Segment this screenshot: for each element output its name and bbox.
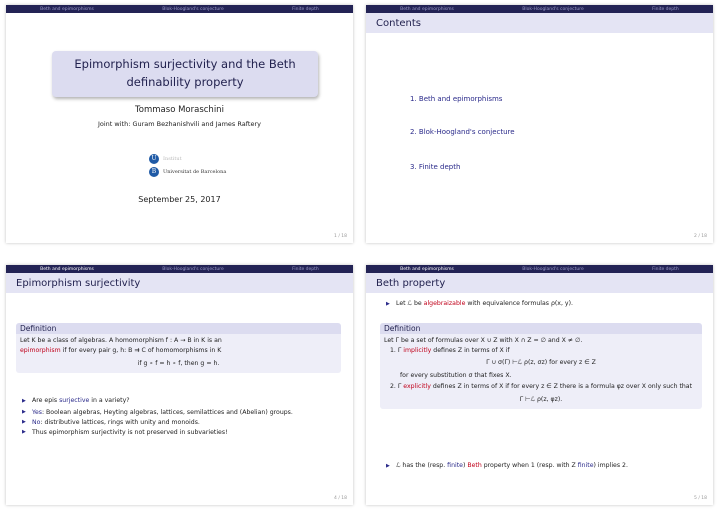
bullet-highlight: Yes [32,408,42,416]
nav-section-beth[interactable]: Beth and epimorphisms [400,6,454,12]
item-text: 2. Γ [390,383,404,391]
term-implicitly: implicitly [403,346,432,354]
bullet-text: Are epis [32,397,60,404]
definition-line: Let K be a class of algebras. A homomorphism f : A → B in K is an [20,337,222,344]
definition-item-2 [384,380,698,392]
bullet-item [22,396,342,406]
logo-institut-text: Institut [163,155,182,162]
frame-title: Epimorphism surjectivity [6,273,353,293]
navbar [366,5,713,13]
definition-text: if for every pair g, h: B ⇉ C of homomorphisms in K [60,346,222,354]
term-epimorphism: epimorphism [20,346,61,354]
frame-title: Contents [366,13,713,33]
item-text: 1. Γ [390,346,404,354]
nav-section-beth[interactable]: Beth and epimorphisms [40,266,94,272]
conclusion-bullet [386,461,704,471]
presentation-title: Epimorphism surjectivity and the Beth definability property [52,51,318,97]
term-beth: Beth [467,462,482,469]
definition-body [16,334,341,373]
page-number: 2 / 18 [694,234,707,239]
term-finite: finite [577,462,594,469]
nav-section-blok[interactable]: Blok-Hoogland's conjecture [522,6,584,12]
navbar [6,265,353,273]
definition-line: for every substitution σ that fixes X. [400,371,512,379]
definition-body [380,334,702,409]
bullet-item [386,461,704,471]
explicit-formula: Γ ⊢ℒ ρ(z, φz). [519,396,563,404]
nav-section-finite[interactable]: Finite depth [652,266,679,272]
page-number: 5 / 18 [694,496,707,501]
nav-section-finite[interactable]: Finite depth [652,6,679,12]
presentation-date: September 25, 2017 [138,195,221,204]
item-text: defines Z in terms of X if [431,346,510,354]
bullet-text: ) implies 2. [593,462,628,469]
navbar [366,265,713,273]
logo-university-text: Universitat de Barcelona [163,168,227,175]
slide-contents[interactable] [366,5,713,243]
bullet-highlight: surjective [59,397,90,404]
item-text: defines Z in terms of X if for every z ∈ Z there is a formula φz over X only such that [430,383,693,391]
navbar [6,5,353,13]
nav-section-beth[interactable]: Beth and epimorphisms [400,266,454,272]
definition-title: Definition [16,323,341,334]
slide-epimorphism[interactable] [6,265,353,505]
definition-block [380,323,702,409]
bullet-item [22,408,342,418]
bullet-item [386,299,706,309]
bullet-text: property when 1 (resp. with Z [481,462,578,469]
definition-condition: if g ∘ f = h ∘ f, then g = h. [137,360,220,368]
definition-line [20,346,337,356]
page-number: 1 / 18 [334,234,347,239]
university-logo [149,152,239,180]
term-algebraizable: algebraizable [423,300,466,307]
nav-section-blok[interactable]: Blok-Hoogland's conjecture [162,6,224,12]
bullet-item [22,418,342,428]
toc-item-beth[interactable]: 1. Beth and epimorphisms [410,95,503,103]
nav-section-blok[interactable]: Blok-Hoogland's conjecture [522,266,584,272]
toc-item-finite[interactable]: 3. Finite depth [410,163,461,171]
logo-u-icon: U [149,154,159,164]
intro-bullet [386,299,706,309]
bullet-text: : distributive lattices, rings with unity and monoids. [40,418,200,426]
nav-section-finite[interactable]: Finite depth [292,6,319,12]
bullet-highlight: No [32,418,41,426]
bullet-item: ▶ Thus epimorphism surjectivity is not preserved in subvarieties! [22,428,342,438]
bullet-text: : Boolean algebras, Heyting algebras, lattices, semilattices and (Abelian) groups. [42,408,293,416]
nav-section-beth[interactable]: Beth and epimorphisms [40,6,94,12]
term-explicitly: explicitly [403,383,431,391]
bullet-text: in a variety? [89,397,130,404]
bullet-text: ) [462,462,468,469]
frame-title: Beth property [366,273,713,293]
author-name: Tommaso Moraschini [135,105,224,115]
slide-title[interactable] [6,5,353,243]
bullet-text: ℒ has the (resp. [396,462,448,469]
nav-section-blok[interactable]: Blok-Hoogland's conjecture [162,266,224,272]
toc-item-blok[interactable]: 2. Blok-Hoogland's conjecture [410,128,515,136]
definition-title: Definition [380,323,702,334]
logo-b-icon: B [149,167,159,177]
implicit-formula: Γ ∪ σ(Γ) ⊢ℒ ρ(z, σz) for every z ∈ Z [486,359,596,367]
definition-block [16,323,341,373]
bullet-text: with equivalence formulas ρ(x, y). [465,300,573,307]
nav-section-finite[interactable]: Finite depth [292,266,319,272]
page-number: 4 / 18 [334,496,347,501]
definition-line: Let Γ be a set of formulas over X ∪ Z with X ∩ Z = ∅ and X ≠ ∅. [384,337,583,344]
coauthors: Joint with: Guram Bezhanishvili and James Raftery [97,120,261,128]
term-finite: finite [447,462,463,469]
slide-beth-property[interactable] [366,265,713,505]
bullet-list [22,396,342,438]
bullet-text: Let ℒ be [396,300,424,307]
definition-item-1 [384,346,698,356]
